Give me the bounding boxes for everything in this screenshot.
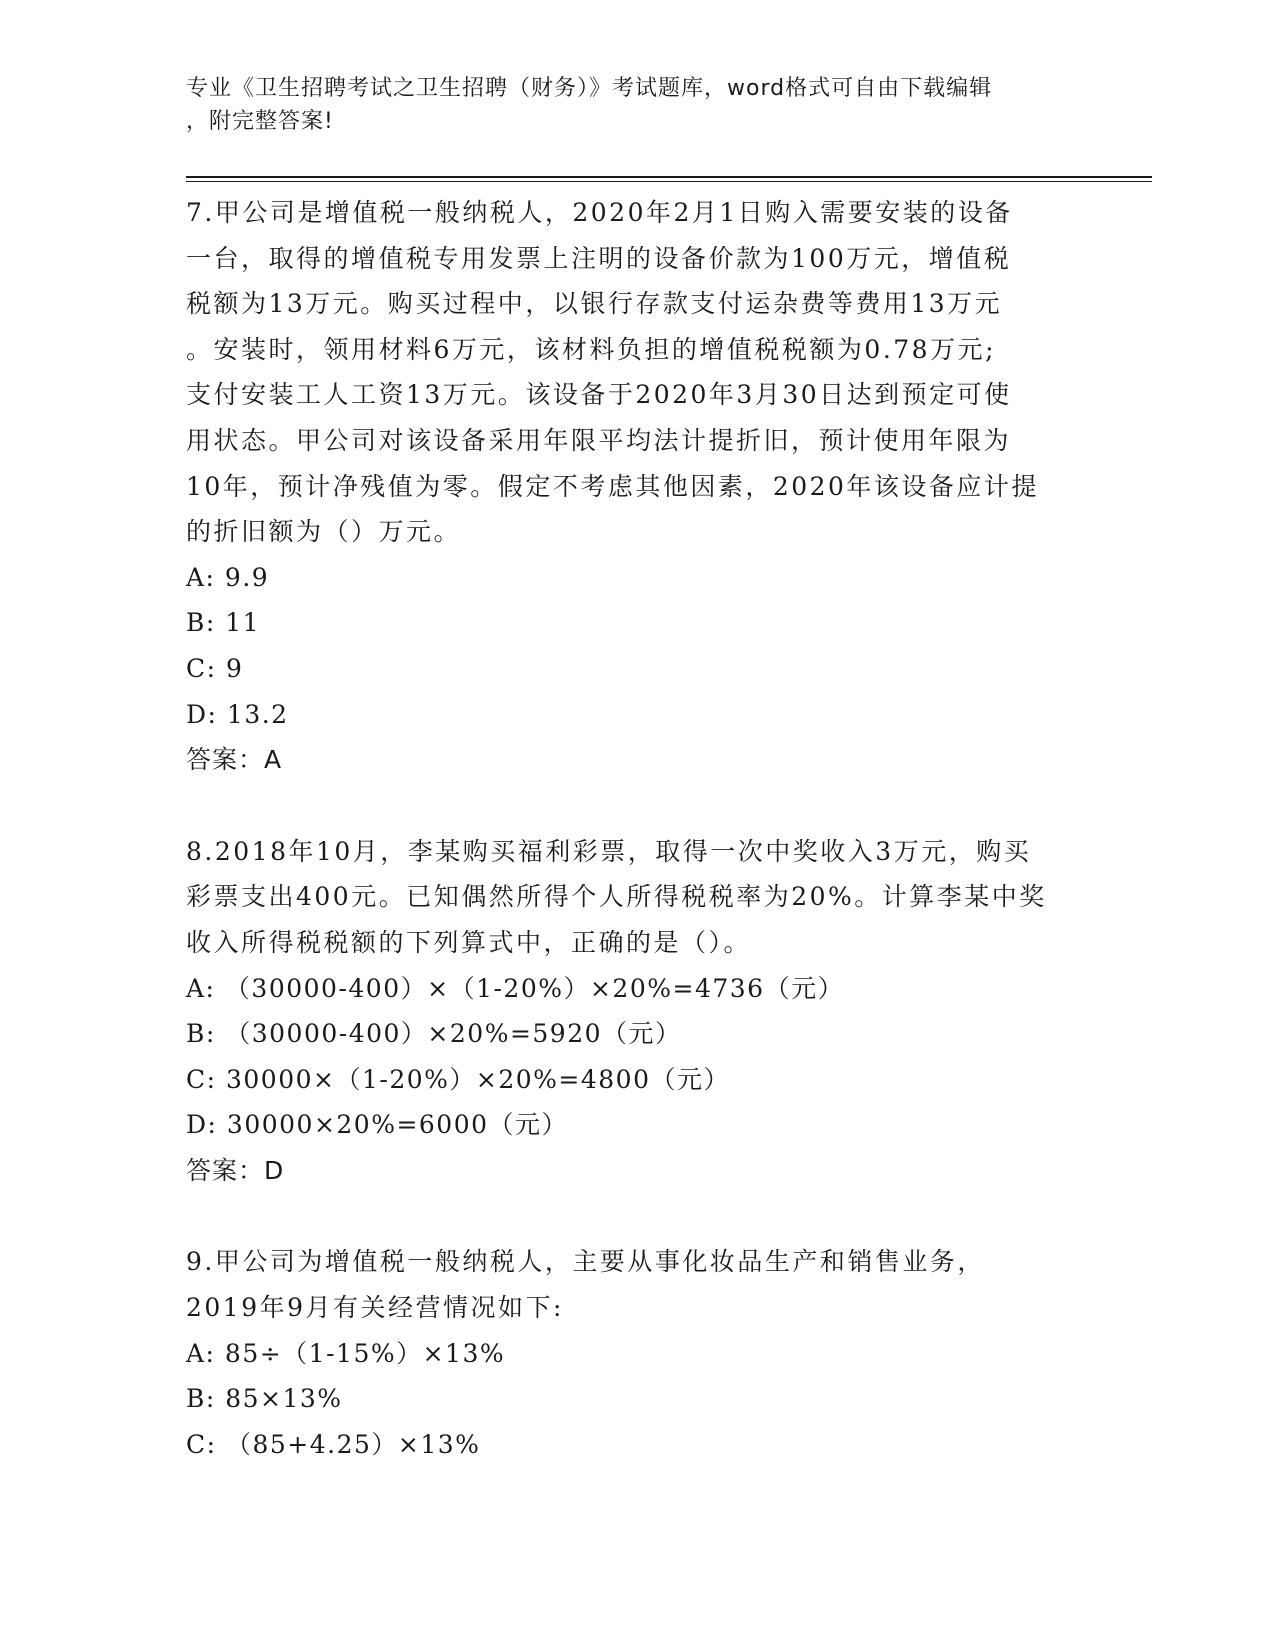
question-stem-line: 。安装时，领用材料6万元，该材料负担的增值税税额为0.78万元; bbox=[186, 334, 996, 364]
question-stem-line: 彩票支出400元。已知偶然所得个人所得税税率为20%。计算李某中奖 bbox=[186, 882, 1047, 912]
question-stem-line: 8.2018年10月，李某购买福利彩票，取得一次中奖收入3万元，购买 bbox=[186, 836, 1032, 866]
question-stem-line: 2019年9月有关经营情况如下: bbox=[186, 1293, 564, 1323]
question-stem-line: 一台，取得的增值税专用发票上注明的设备价款为100万元，增值税 bbox=[186, 243, 1012, 273]
question-stem-line: 的折旧额为（）万元。 bbox=[186, 517, 462, 547]
option-c: C: 30000×（1-20%）×20%=4800（元） bbox=[186, 1064, 730, 1094]
question-list bbox=[186, 190, 1086, 1513]
question-stem-line: 7.甲公司是增值税一般纳税人，2020年2月1日购入需要安装的设备 bbox=[186, 198, 1013, 227]
question-7 bbox=[186, 190, 1086, 783]
answer-label: 答案：D bbox=[186, 1155, 285, 1185]
option-c: C: 9 bbox=[186, 653, 244, 683]
header-divider-thin bbox=[186, 181, 1152, 182]
option-b: B: （30000-400）×20%=5920（元） bbox=[186, 1019, 682, 1049]
question-stem-line: 10年，预计净残值为零。假定不考虑其他因素，2020年该设备应计提 bbox=[186, 471, 1039, 501]
header-line-1: 专业《卫生招聘考试之卫生招聘（财务）》考试题库，word格式可自由下载编辑 bbox=[186, 76, 993, 101]
option-a: A: 85÷（1-15%）×13% bbox=[186, 1338, 506, 1368]
option-a: A: 9.9 bbox=[186, 562, 270, 592]
question-8 bbox=[186, 829, 1086, 1194]
option-b: B: 11 bbox=[186, 608, 261, 638]
option-c: C: （85+4.25）×13% bbox=[186, 1429, 481, 1459]
document-header bbox=[186, 72, 1066, 138]
question-stem-line: 支付安装工人工资13万元。该设备于2020年3月30日达到预定可使 bbox=[186, 380, 1012, 410]
question-stem-line: 税额为13万元。购买过程中，以银行存款支付运杂费等费用13万元 bbox=[186, 289, 1003, 319]
header-divider-thick bbox=[186, 176, 1152, 178]
answer-label: 答案：A bbox=[186, 745, 283, 775]
header-line-2: ，附完整答案! bbox=[186, 109, 334, 134]
option-a: A: （30000-400）×（1-20%）×20%=4736（元） bbox=[186, 973, 845, 1003]
question-9 bbox=[186, 1239, 1086, 1467]
option-d: D: 30000×20%=6000（元） bbox=[186, 1110, 569, 1140]
question-stem-line: 收入所得税税额的下列算式中，正确的是（）。 bbox=[186, 927, 752, 957]
option-d: D: 13.2 bbox=[186, 699, 289, 729]
question-stem-line: 用状态。甲公司对该设备采用年限平均法计提折旧，预计使用年限为 bbox=[186, 425, 1012, 455]
question-stem-line: 9.甲公司为增值税一般纳税人，主要从事化妆品生产和销售业务， bbox=[186, 1247, 985, 1277]
option-b: B: 85×13% bbox=[186, 1384, 343, 1414]
